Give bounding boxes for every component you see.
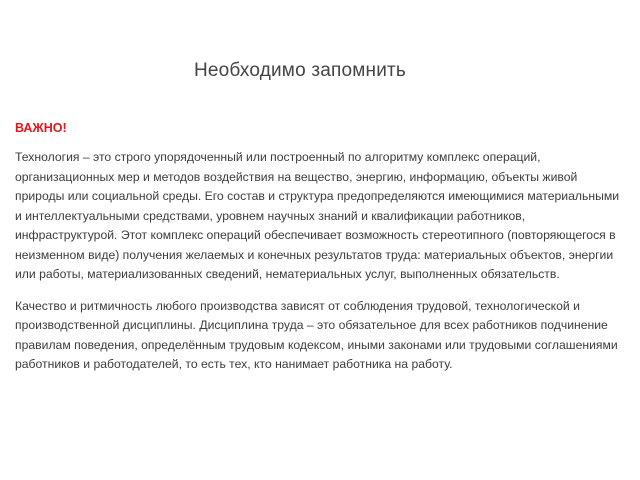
paragraph-discipline: Качество и ритмичность любого производства зависят от соблюдения трудовой, технологической и производственной дисциплины. Дисциплина труда – это обязательное для всех работников подчинение правилам поведения, определённым трудовым кодексом, иными законами или трудовыми соглашениями работников и работодателей, то есть тех, кто нанимает работника на работу.	[15, 298, 618, 371]
page-title: Необходимо запомнить	[193, 60, 407, 81]
important-label: ВАЖНО!	[15, 121, 67, 135]
paragraph-technology: Технология – это строго упорядоченный или построенный по алгоритму комплекс операций, организационных мер и методов воздействия на вещество, энергию, информацию, объекты живой природы или социальной среды. Его состав и структура предопределяются имеющимися материальными и интеллектуальными средствами, уровнем научных знаний и квалификации работников, инфраструктурой. Этот комплекс операций обеспечивает возможность стереотипного (повторяющегося в неизменном виде) получения желаемых и конечных результатов труда: материальных объектов, энергии или работы, материализованных сведений, нематериальных услуг, выполненных обязательств.	[15, 150, 620, 281]
content-area	[15, 120, 627, 387]
